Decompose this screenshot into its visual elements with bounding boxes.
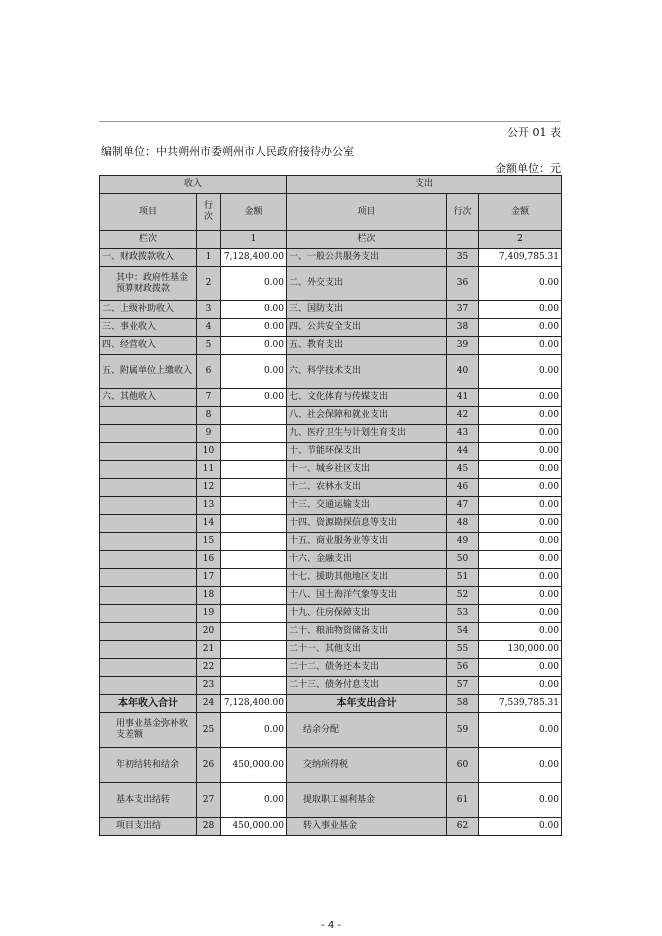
- table-row: [100, 249, 562, 267]
- expense-item: 十四、资源勘探信息等支出: [287, 515, 447, 533]
- expense-line-no: 57: [447, 677, 479, 695]
- expense-amount: 0.00: [479, 818, 562, 836]
- expense-amount: 0.00: [479, 748, 562, 783]
- income-amount: [221, 407, 287, 425]
- expense-line-no: 49: [447, 533, 479, 551]
- expense-amount: 0.00: [479, 659, 562, 677]
- top-rule: [99, 121, 561, 122]
- income-amount: 0.00: [221, 319, 287, 337]
- income-amount: 0.00: [221, 389, 287, 407]
- expense-item: 十七、援助其他地区支出: [287, 569, 447, 587]
- expense-amount: 0.00: [479, 515, 562, 533]
- expense-amount: 0.00: [479, 783, 562, 818]
- income-amount: [221, 515, 287, 533]
- income-line-no: 10: [197, 443, 221, 461]
- income-line-no: 22: [197, 659, 221, 677]
- expense-amount: 0.00: [479, 267, 562, 301]
- expense-total-line-no: 58: [447, 695, 479, 713]
- income-line-no: 2: [197, 267, 221, 301]
- line-no-header-2: 行次: [447, 194, 479, 231]
- expense-item: 十一、城乡社区支出: [287, 461, 447, 479]
- income-line-no: 28: [197, 818, 221, 836]
- expense-item: 二十一、其他支出: [287, 641, 447, 659]
- expense-line-no: 43: [447, 425, 479, 443]
- income-line-no: 16: [197, 551, 221, 569]
- income-item: [100, 407, 197, 425]
- income-item: [100, 461, 197, 479]
- table-row: [100, 479, 562, 497]
- page-number: - 4 -: [321, 920, 341, 931]
- expense-amount: 0.00: [479, 407, 562, 425]
- income-header: 收入: [100, 176, 287, 194]
- expense-item: 十二、农林水支出: [287, 479, 447, 497]
- table-row: [100, 748, 562, 783]
- table-row: [100, 319, 562, 337]
- income-amount: [221, 641, 287, 659]
- expense-amount: 0.00: [479, 587, 562, 605]
- expense-item: 提取职工福利基金: [287, 783, 447, 818]
- income-item: [100, 569, 197, 587]
- column-number-2: 2: [479, 231, 562, 249]
- expense-line-no: 61: [447, 783, 479, 818]
- income-item: [100, 479, 197, 497]
- income-line-no: 18: [197, 587, 221, 605]
- expense-amount: 130,000.00: [479, 641, 562, 659]
- income-amount: 0.00: [221, 355, 287, 389]
- income-line-no: 4: [197, 319, 221, 337]
- expense-amount: 0.00: [479, 443, 562, 461]
- income-item: 四、经营收入: [100, 337, 197, 355]
- column-label-blank: [197, 231, 221, 249]
- line-no-header: 行 次: [197, 194, 221, 231]
- expense-amount: 0.00: [479, 569, 562, 587]
- table-row: [100, 641, 562, 659]
- income-amount: 450,000.00: [221, 818, 287, 836]
- expense-item: 二十二、债务还本支出: [287, 659, 447, 677]
- table-row: [100, 497, 562, 515]
- table-row: [100, 443, 562, 461]
- expense-amount: 0.00: [479, 461, 562, 479]
- expense-line-no: 55: [447, 641, 479, 659]
- expense-line-no: 40: [447, 355, 479, 389]
- income-item: [100, 515, 197, 533]
- expense-amount: 0.00: [479, 425, 562, 443]
- income-item: [100, 497, 197, 515]
- income-amount: 0.00: [221, 301, 287, 319]
- expense-amount: 0.00: [479, 301, 562, 319]
- income-item: [100, 551, 197, 569]
- income-line-no: 7: [197, 389, 221, 407]
- item-header-2: 项目: [287, 194, 447, 231]
- expense-line-no: 48: [447, 515, 479, 533]
- income-amount: [221, 659, 287, 677]
- income-item: 一、财政拨款收入: [100, 249, 197, 267]
- table-row: [100, 713, 562, 748]
- income-line-no: 17: [197, 569, 221, 587]
- expense-amount: 0.00: [479, 497, 562, 515]
- income-item: [100, 533, 197, 551]
- income-line-no: 21: [197, 641, 221, 659]
- expense-item: 二十、粮油物资储备支出: [287, 623, 447, 641]
- table-row: [100, 407, 562, 425]
- income-line-no: 19: [197, 605, 221, 623]
- expense-item: 十六、金融支出: [287, 551, 447, 569]
- table-row: [100, 301, 562, 319]
- income-item: 项目支出结: [100, 818, 197, 836]
- expense-amount: 0.00: [479, 605, 562, 623]
- expense-line-no: 51: [447, 569, 479, 587]
- expense-line-no: 56: [447, 659, 479, 677]
- expense-item: 一、一般公共服务支出: [287, 249, 447, 267]
- income-total-line-no: 24: [197, 695, 221, 713]
- income-amount: 450,000.00: [221, 748, 287, 783]
- income-line-no: 15: [197, 533, 221, 551]
- expense-line-no: 53: [447, 605, 479, 623]
- expense-line-no: 39: [447, 337, 479, 355]
- income-item: [100, 605, 197, 623]
- column-number-1: 1: [221, 231, 287, 249]
- income-line-no: 23: [197, 677, 221, 695]
- expense-item: 八、社会保障和就业支出: [287, 407, 447, 425]
- income-amount: 7,128,400.00: [221, 249, 287, 267]
- compiling-unit: 编制单位：中共朔州市委朔州市人民政府接待办公室: [101, 145, 354, 158]
- expense-amount: 0.00: [479, 713, 562, 748]
- table-row: [100, 783, 562, 818]
- income-line-no: 13: [197, 497, 221, 515]
- income-amount: [221, 623, 287, 641]
- expense-item: 二、外交支出: [287, 267, 447, 301]
- expense-item: 十八、国土海洋气象等支出: [287, 587, 447, 605]
- table-row: [100, 659, 562, 677]
- income-total-amount: 7,128,400.00: [221, 695, 287, 713]
- expense-line-no: 59: [447, 713, 479, 748]
- income-item: [100, 677, 197, 695]
- amount-header: 金额: [221, 194, 287, 231]
- income-amount: [221, 443, 287, 461]
- expense-header: 支出: [287, 176, 562, 194]
- income-line-no: 6: [197, 355, 221, 389]
- expense-line-no: 52: [447, 587, 479, 605]
- expense-item: 九、医疗卫生与计划生育支出: [287, 425, 447, 443]
- income-item: 二、上级补助收入: [100, 301, 197, 319]
- column-label-2: 栏次: [287, 231, 447, 249]
- expense-item: 六、科学技术支出: [287, 355, 447, 389]
- table-row: [100, 533, 562, 551]
- expense-amount: 0.00: [479, 533, 562, 551]
- expense-item: 十五、商业服务业等支出: [287, 533, 447, 551]
- expense-item: 七、文化体育与传媒支出: [287, 389, 447, 407]
- amount-header-2: 金额: [479, 194, 562, 231]
- income-line-no: 5: [197, 337, 221, 355]
- expense-item: 三、国防支出: [287, 301, 447, 319]
- expense-item: 结余分配: [287, 713, 447, 748]
- table-row: [100, 515, 562, 533]
- table-row: [100, 818, 562, 836]
- income-line-no: 11: [197, 461, 221, 479]
- income-item: [100, 659, 197, 677]
- income-item: [100, 587, 197, 605]
- expense-line-no: 35: [447, 249, 479, 267]
- income-line-no: 25: [197, 713, 221, 748]
- expense-line-no: 37: [447, 301, 479, 319]
- table-row: [100, 461, 562, 479]
- expense-line-no: 47: [447, 497, 479, 515]
- expense-amount: 0.00: [479, 677, 562, 695]
- income-item: 六、其他收入: [100, 389, 197, 407]
- income-amount: [221, 605, 287, 623]
- expense-line-no: 42: [447, 407, 479, 425]
- income-amount: [221, 569, 287, 587]
- column-label: 栏次: [100, 231, 197, 249]
- total-row: [100, 695, 562, 713]
- expense-line-no: 38: [447, 319, 479, 337]
- table-row: [100, 623, 562, 641]
- expense-line-no: 62: [447, 818, 479, 836]
- expense-total-label: 本年支出合计: [287, 695, 447, 713]
- income-item: 五、附属单位上缴收入: [100, 355, 197, 389]
- income-item: 基本支出结转: [100, 783, 197, 818]
- table-row: [100, 267, 562, 301]
- income-item: [100, 623, 197, 641]
- expense-amount: 0.00: [479, 319, 562, 337]
- income-amount: [221, 587, 287, 605]
- table-row: [100, 587, 562, 605]
- income-total-label: 本年收入合计: [100, 695, 197, 713]
- income-item: 年初结转和结余: [100, 748, 197, 783]
- expense-item: 十九、住房保障支出: [287, 605, 447, 623]
- income-item: 用事业基金弥补收支差额: [100, 713, 197, 748]
- expense-amount: 0.00: [479, 389, 562, 407]
- income-amount: [221, 533, 287, 551]
- income-line-no: 1: [197, 249, 221, 267]
- table-row: [100, 337, 562, 355]
- column-label-blank-2: [447, 231, 479, 249]
- form-number: 公开 01 表: [507, 126, 561, 139]
- expense-line-no: 44: [447, 443, 479, 461]
- income-amount: 0.00: [221, 713, 287, 748]
- income-item: [100, 443, 197, 461]
- income-amount: [221, 677, 287, 695]
- income-expense-table: [99, 175, 562, 836]
- income-item: [100, 641, 197, 659]
- expense-amount: 0.00: [479, 623, 562, 641]
- expense-amount: 0.00: [479, 551, 562, 569]
- expense-line-no: 36: [447, 267, 479, 301]
- expense-item: 四、公共安全支出: [287, 319, 447, 337]
- table-row: [100, 677, 562, 695]
- table-row: [100, 425, 562, 443]
- expense-line-no: 54: [447, 623, 479, 641]
- income-amount: 0.00: [221, 267, 287, 301]
- amount-unit: 金额单位：元: [495, 162, 561, 175]
- expense-amount: 0.00: [479, 479, 562, 497]
- expense-item: 十三、交通运输支出: [287, 497, 447, 515]
- expense-item: 二十三、债务付息支出: [287, 677, 447, 695]
- expense-line-no: 45: [447, 461, 479, 479]
- income-amount: [221, 461, 287, 479]
- income-line-no: 3: [197, 301, 221, 319]
- expense-item: 转入事业基金: [287, 818, 447, 836]
- expense-line-no: 60: [447, 748, 479, 783]
- expense-amount: 0.00: [479, 355, 562, 389]
- income-amount: [221, 425, 287, 443]
- income-item: 三、事业收入: [100, 319, 197, 337]
- expense-item: 五、教育支出: [287, 337, 447, 355]
- table-row: [100, 551, 562, 569]
- table-row: [100, 389, 562, 407]
- table-row: [100, 569, 562, 587]
- income-amount: [221, 551, 287, 569]
- table-row: [100, 355, 562, 389]
- income-line-no: 26: [197, 748, 221, 783]
- expense-line-no: 50: [447, 551, 479, 569]
- item-header: 项目: [100, 194, 197, 231]
- expense-item: 交纳所得税: [287, 748, 447, 783]
- income-amount: [221, 497, 287, 515]
- income-line-no: 27: [197, 783, 221, 818]
- table-row: [100, 605, 562, 623]
- expense-total-amount: 7,539,785.31: [479, 695, 562, 713]
- income-amount: 0.00: [221, 337, 287, 355]
- income-amount: [221, 479, 287, 497]
- expense-line-no: 41: [447, 389, 479, 407]
- income-line-no: 8: [197, 407, 221, 425]
- expense-line-no: 46: [447, 479, 479, 497]
- income-line-no: 20: [197, 623, 221, 641]
- income-line-no: 9: [197, 425, 221, 443]
- income-line-no: 14: [197, 515, 221, 533]
- income-item: [100, 425, 197, 443]
- income-amount: 0.00: [221, 783, 287, 818]
- income-line-no: 12: [197, 479, 221, 497]
- expense-amount: 0.00: [479, 337, 562, 355]
- expense-item: 十、节能环保支出: [287, 443, 447, 461]
- income-item: 其中：政府性基金预算财政拨款: [100, 267, 197, 301]
- expense-amount: 7,409,785.31: [479, 249, 562, 267]
